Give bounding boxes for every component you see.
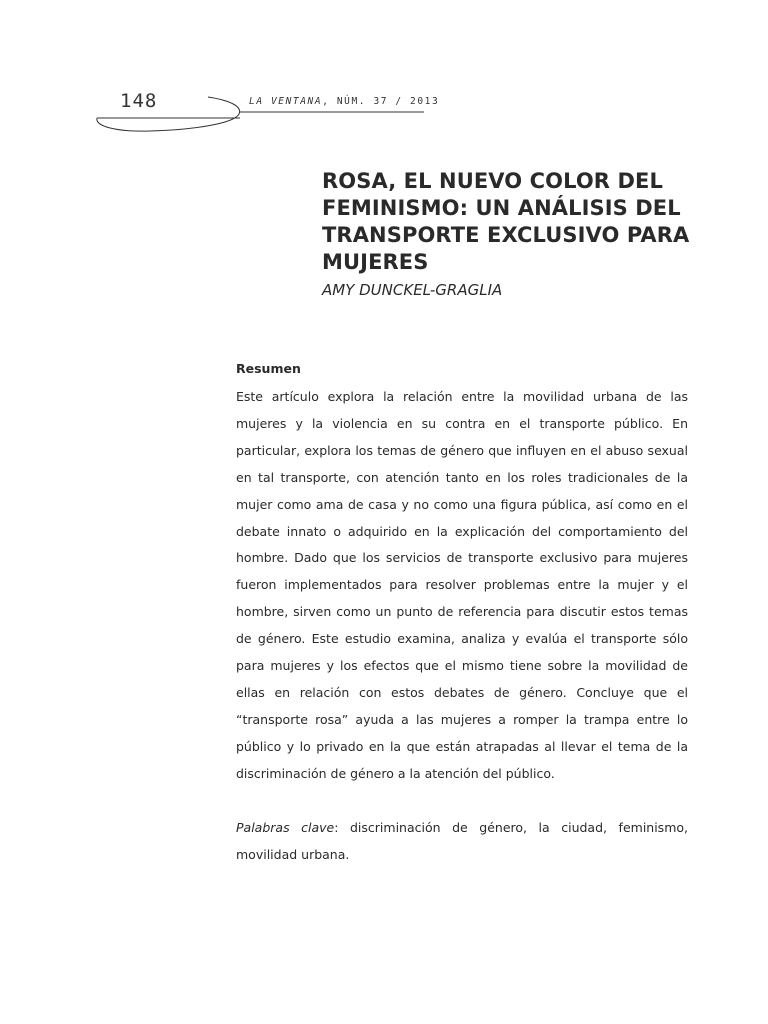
abstract-body: Este artículo explora la relación entre la movilidad urbana de las mujeres y la violencia en su contra en el transporte público. En particular, explora los temas de género que influyen en el abuso sexual en tal transporte, con atención tanto en los roles tradicionales de la mujer como ama de casa y no como una figura pública, así como en el debate innato o adquirido en la explicación del comportamiento del hombre. Dado que los servicios de transporte exclusivo para mujeres fueron implementados para resolver problemas entre la mujer y el hombre, sirven como un punto de referencia para discutir estos temas de género. Este estudio examina, analiza y evalúa el transporte sólo para mujeres y los efectos que el mismo tiene sobre la movilidad de ellas en relación con estos debates de género. Concluye que el “transporte rosa” ayuda a las mujeres a romper la trampa entre lo público y lo privado en la que están atrapadas al llevar el tema de la discriminación de género a la atención del público. bbox=[236, 389, 688, 781]
page-number: 148 bbox=[120, 90, 158, 112]
keywords-text: discriminación de género, la ciudad, feminismo, movilidad urbana. bbox=[236, 820, 688, 862]
journal-name: LA VENTANA bbox=[249, 96, 323, 107]
abstract-heading: Resumen bbox=[236, 361, 301, 376]
article-author: AMY DUNCKEL-GRAGLIA bbox=[322, 281, 503, 299]
article-title: ROSA, EL NUEVO COLOR DEL FEMINISMO: UN ANÁLISIS DEL TRANSPORTE EXCLUSIVO PARA MUJERES bbox=[322, 169, 690, 274]
keywords-label: Palabras clave bbox=[236, 820, 335, 835]
keywords-paragraph bbox=[236, 815, 688, 869]
issue-info: , NÚM. 37 / 2013 bbox=[322, 96, 440, 107]
keywords-separator: : bbox=[334, 820, 350, 835]
running-head bbox=[249, 96, 439, 107]
header-ornament bbox=[0, 0, 430, 140]
